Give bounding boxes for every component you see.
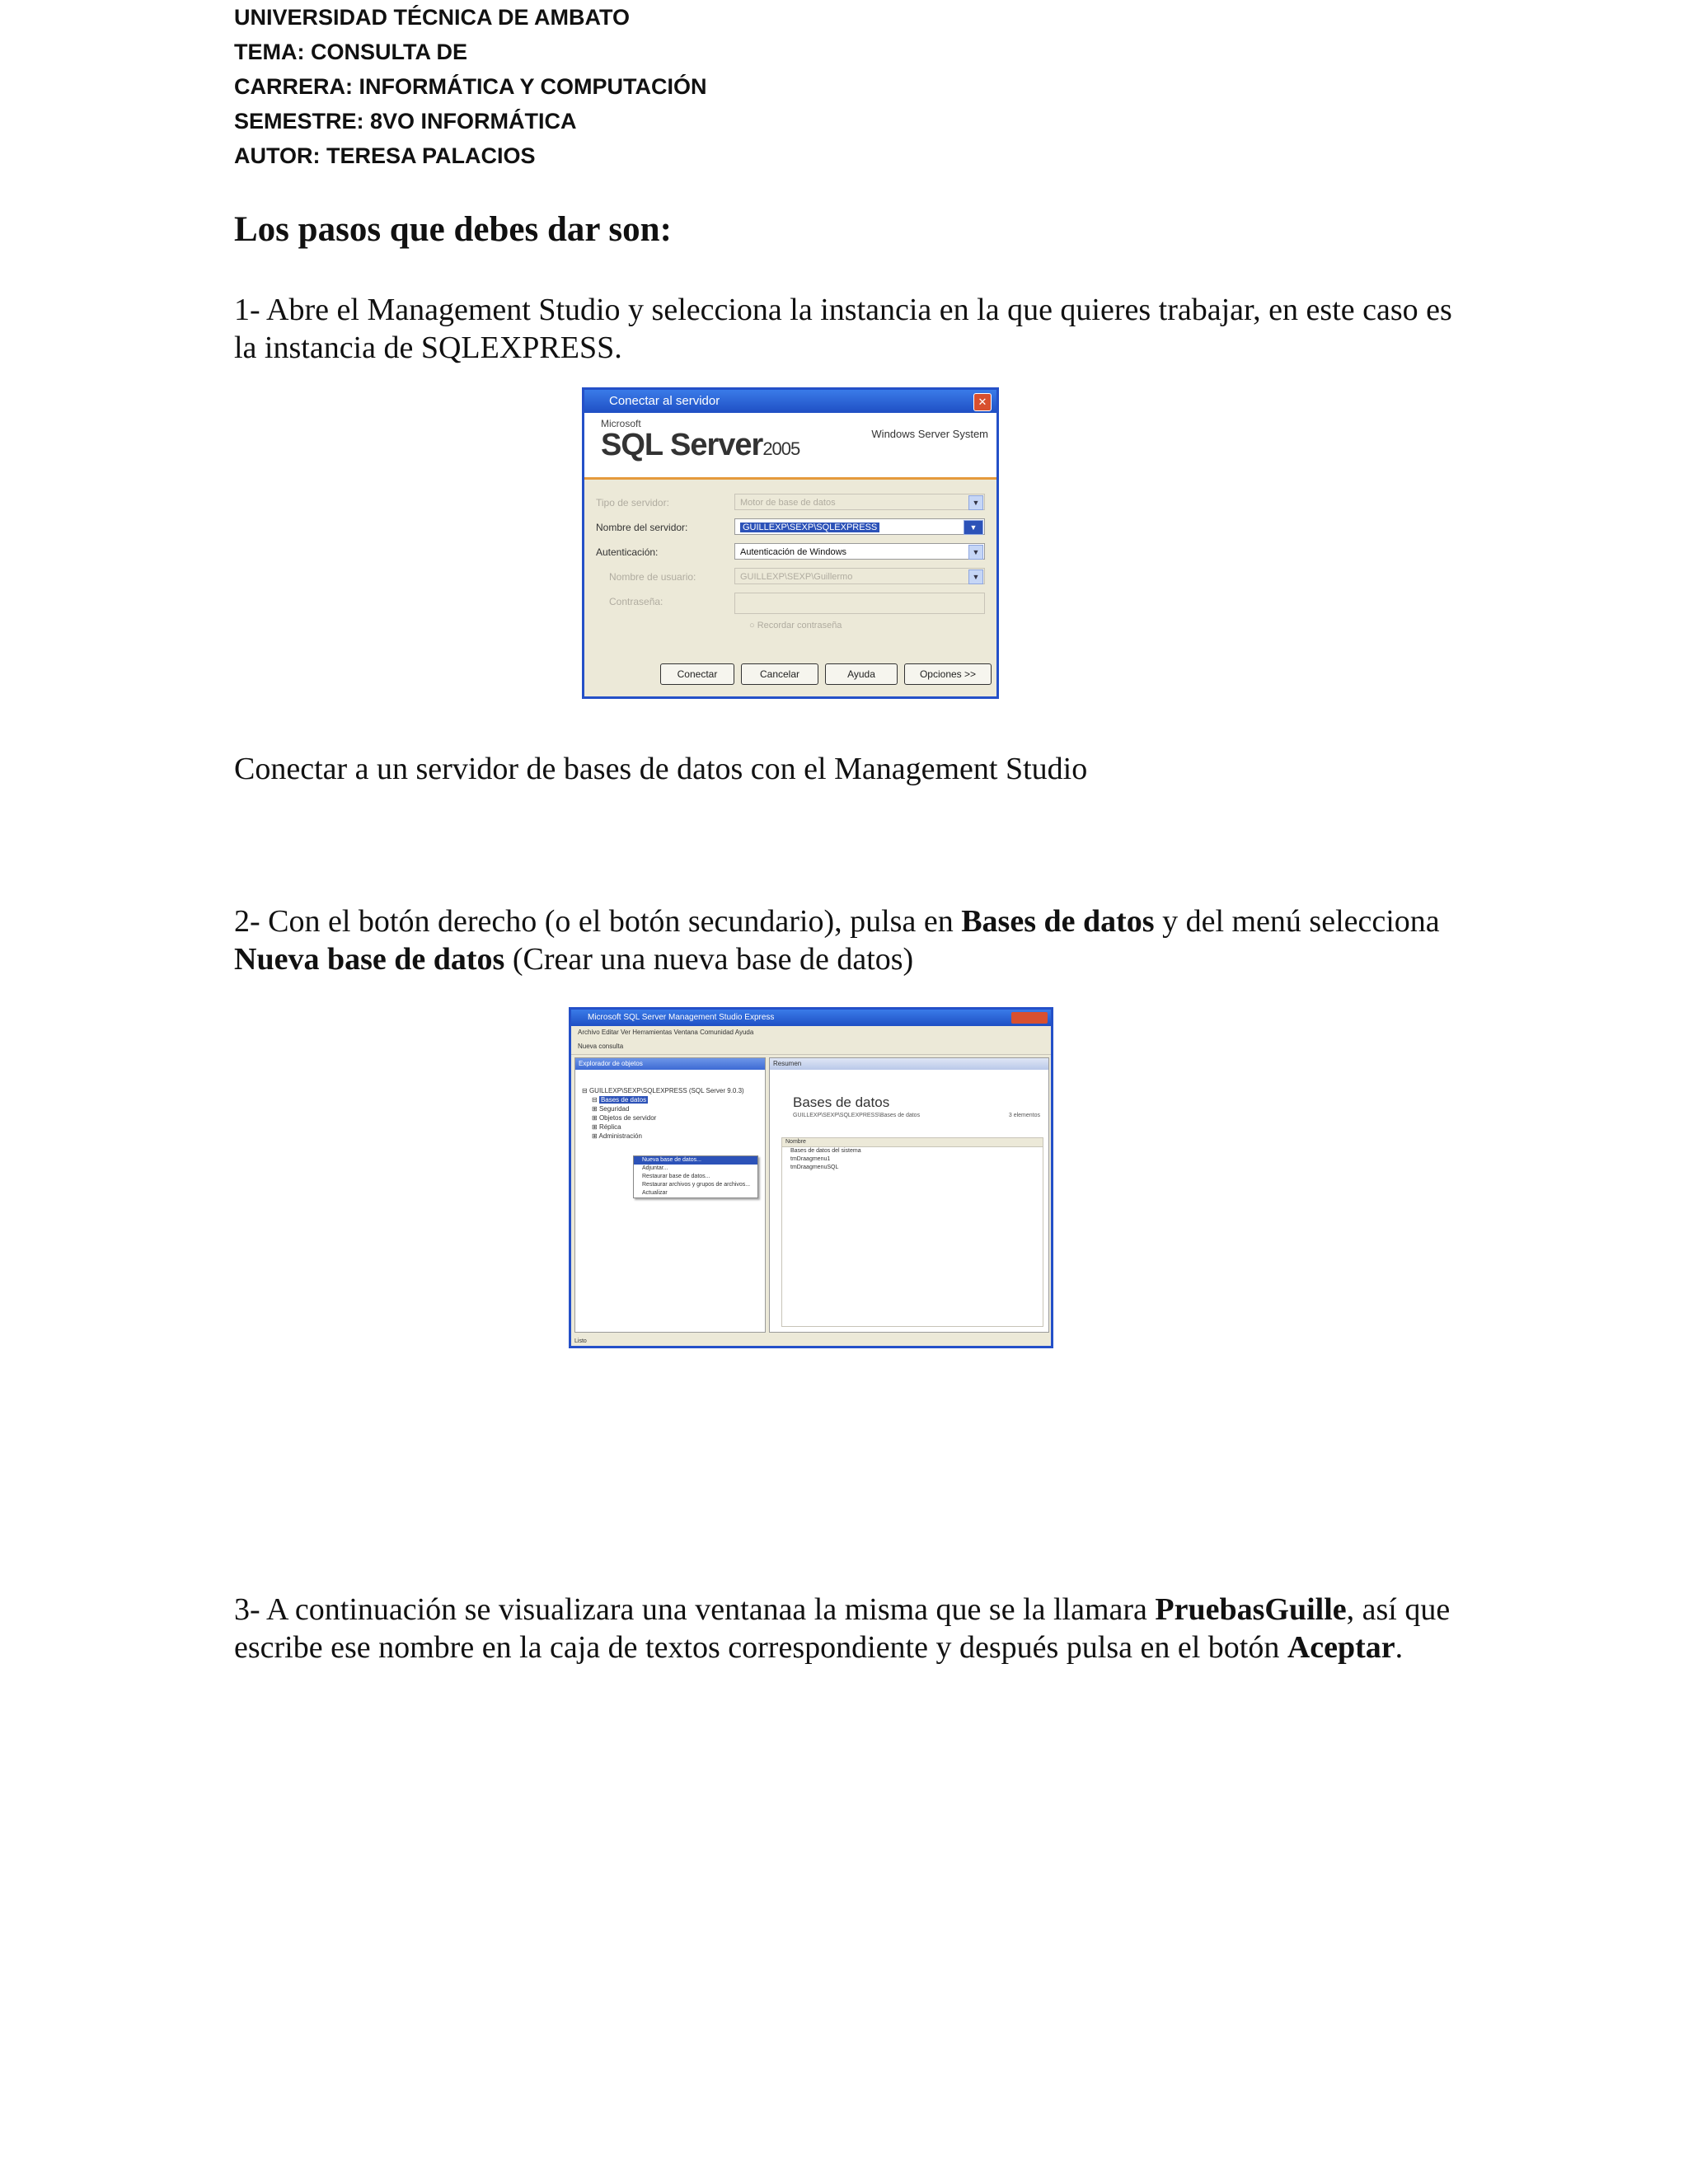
cancel-button: Cancelar	[741, 663, 818, 685]
ms-title: Microsoft SQL Server Management Studio Express	[588, 1013, 775, 1022]
auth-label: Autenticación:	[596, 546, 659, 558]
server-type-field: Motor de base de datos ▼	[734, 494, 985, 510]
topic-line: TEMA: CONSULTA DE	[234, 40, 467, 64]
brand-right: Windows Server System	[871, 428, 988, 440]
tree-item-server-objects: ⊞ Objetos de servidor	[592, 1114, 657, 1122]
chevron-down-icon: ▼	[968, 495, 983, 510]
tree-item-security: ⊞ Seguridad	[592, 1105, 630, 1113]
chevron-down-icon: ▼	[968, 569, 983, 584]
items-count: 3 elementos	[1008, 1113, 1040, 1118]
bold-aceptar: Aceptar	[1287, 1630, 1395, 1665]
remember-password: ○ Recordar contraseña	[749, 621, 842, 630]
connect-dialog-screenshot	[582, 387, 999, 699]
semester-line: SEMESTRE: 8VO INFORMÁTICA	[234, 109, 577, 134]
server-type-label: Tipo de servidor:	[596, 497, 669, 509]
context-menu	[633, 1155, 758, 1198]
chevron-down-icon: ▼	[968, 545, 983, 560]
databases-list	[781, 1137, 1043, 1327]
menu-item-new-database: Nueva base de datos...	[634, 1156, 757, 1165]
summary-panel	[769, 1057, 1049, 1333]
ms-titlebar	[571, 1010, 1051, 1026]
ms-toolbar: Nueva consulta	[571, 1039, 1051, 1055]
auth-field: Autenticación de Windows ▼	[734, 543, 985, 560]
connect-button: Conectar	[660, 663, 734, 685]
status-bar: Listo	[574, 1338, 587, 1344]
dialog-titlebar	[584, 390, 996, 413]
username-label: Nombre de usuario:	[609, 571, 696, 583]
databases-path: GUILLEXP\SEXP\SQLEXPRESS\Bases de datos	[793, 1113, 921, 1118]
figure-caption: Conectar a un servidor de bases de datos con el Management Studio	[234, 752, 1088, 786]
options-button: Opciones >>	[904, 663, 992, 685]
tree-item-replication: ⊞ Réplica	[592, 1123, 621, 1131]
chevron-down-icon: ▼	[964, 520, 983, 535]
object-explorer-panel	[574, 1057, 766, 1333]
bold-pruebasguille: PruebasGuille	[1155, 1592, 1347, 1627]
management-studio-screenshot	[569, 1007, 1053, 1348]
object-explorer-header: Explorador de objetos	[575, 1058, 765, 1070]
sql-server-banner	[584, 413, 996, 480]
document-header	[234, 0, 1058, 173]
summary-header: Resumen	[770, 1058, 1048, 1070]
step-3-paragraph: 3- A continuación se visualizara una ventanaa la misma que se la llamara PruebasGuille, así que escribe ese nombre en la caja de textos correspondiente y después pulsa en el botón Aceptar.	[234, 1592, 1451, 1665]
window-controls-icon	[1011, 1012, 1048, 1024]
tree-item-management: ⊞ Administración	[592, 1132, 642, 1140]
tree-item-server: ⊟ GUILLEXP\SEXP\SQLEXPRESS (SQL Server 9.0.3)	[582, 1087, 744, 1094]
ms-menubar: Archivo Editar Ver Herramientas Ventana Comunidad Ayuda	[578, 1029, 754, 1036]
tree-item-databases: ⊟ Bases de datos	[592, 1096, 647, 1104]
list-item: Bases de datos del sistema	[790, 1148, 861, 1154]
brand-main: SQL Server2005	[601, 428, 800, 462]
step-2-paragraph: 2- Con el botón derecho (o el botón secundario), pulsa en Bases de datos y del menú selecciona Nueva base de datos (Crear una nueva base de datos)	[234, 904, 1440, 977]
university-name: UNIVERSIDAD TÉCNICA DE AMBATO	[234, 5, 631, 30]
databases-title: Bases de datos	[793, 1094, 890, 1110]
author-line: AUTOR: TERESA PALACIOS	[234, 143, 536, 168]
brand-small: Microsoft	[601, 418, 641, 429]
server-name-field: GUILLEXP\SEXP\SQLEXPRESS ▼	[734, 518, 985, 535]
bold-nueva-base-de-datos: Nueva base de datos	[234, 942, 505, 977]
object-tree	[582, 1086, 744, 1141]
bold-bases-de-datos: Bases de datos	[961, 904, 1155, 939]
list-item: tmDraagmenu1	[790, 1156, 831, 1162]
career-line: CARRERA: INFORMÁTICA Y COMPUTACIÓN	[234, 74, 707, 99]
dialog-title: Conectar al servidor	[609, 394, 720, 408]
help-button: Ayuda	[825, 663, 898, 685]
password-field	[734, 593, 985, 614]
menu-item-refresh: Actualizar	[642, 1190, 668, 1196]
list-header: Nombre	[782, 1138, 1043, 1147]
list-item: tmDraagmenuSQL	[790, 1165, 839, 1170]
close-icon: ✕	[973, 393, 992, 411]
section-title: Los pasos que debes dar son:	[234, 210, 672, 249]
menu-item-restore-db: Restaurar base de datos...	[642, 1174, 710, 1179]
menu-item-attach: Adjuntar...	[642, 1165, 668, 1171]
menu-item-restore-files: Restaurar archivos y grupos de archivos...	[642, 1182, 751, 1188]
username-field: GUILLEXP\SEXP\Guillermo ▼	[734, 568, 985, 584]
password-label: Contraseña:	[609, 596, 663, 607]
server-name-label: Nombre del servidor:	[596, 522, 688, 533]
step-1-paragraph: 1- Abre el Management Studio y selecciona la instancia en la que quieres trabajar, en este caso es la instancia de SQLEXPRESS.	[234, 293, 1452, 365]
